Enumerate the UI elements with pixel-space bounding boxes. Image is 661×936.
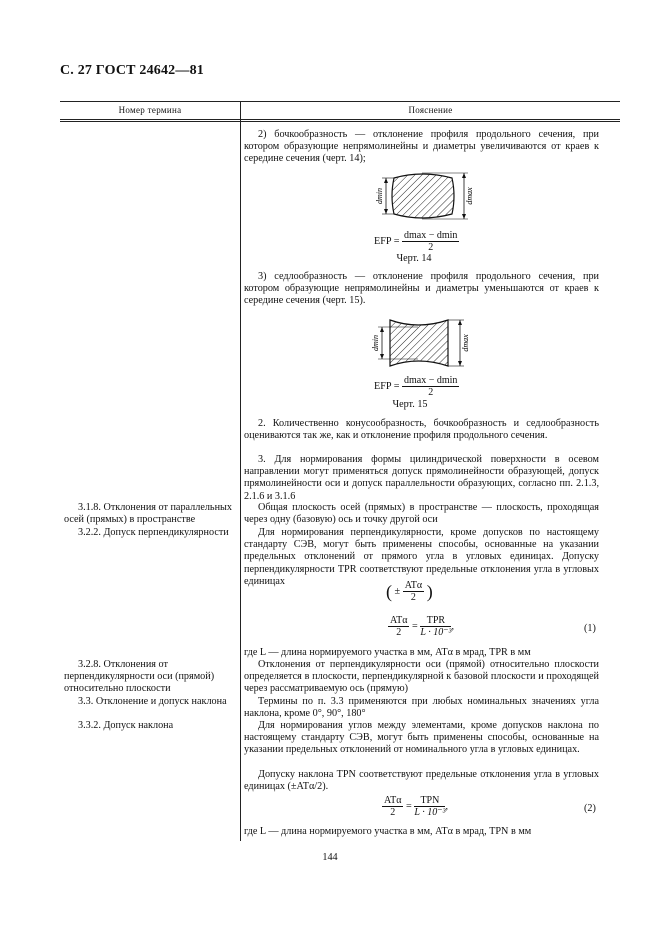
formula-2-tail: , [445, 800, 449, 812]
formula-2-right-den: L · 10⁻³ [414, 807, 446, 818]
formula-1-left-den: 2 [396, 627, 402, 638]
formula-1 [388, 615, 454, 638]
term-3-3: 3.3. Отклонение и допуск наклона [78, 696, 227, 707]
formula-2 [382, 795, 448, 818]
svg-text:dmax: dmax [461, 334, 470, 352]
paren-numerator: ATα [404, 580, 423, 591]
formula-2-left-fraction [382, 795, 403, 818]
column-head-explanation: Пояснение [408, 105, 453, 115]
formula-14-denominator: 2 [428, 242, 434, 253]
formula-2-left-num: ATα [384, 795, 402, 806]
table-column-separator [240, 101, 241, 841]
figure-14-barrel-diagram [372, 168, 476, 224]
paragraph-common-plane: Общая плоскость осей (прямых) в пространстве — плоскость, проходящая через одну (базовую) ось и точку другой оси [244, 502, 599, 526]
where-2: где L — длина нормируемого участка в мм, ATα в мрад, TPN в мм [244, 826, 532, 837]
note-3: 3. Для нормирования формы цилиндрической поверхности в осевом направлении могут применяться допуск прямолинейности образующей, допуск прямолинейности оси и допуск параллельности образующих, согласно пп. 2.1.3, 2.1.6 и 3.1.6 [244, 454, 599, 502]
table-header-rule-2 [60, 121, 620, 122]
paren-expression: ( ± $\frac{\text{ATα}}{2}$ ) [386, 580, 433, 603]
term-3-2-2: 3.2.2. Допуск перпендикулярности [78, 527, 229, 538]
formula-2-eq: = [406, 800, 412, 812]
paragraph-inclination-norm: Для нормирования углов между элементами, кроме допусков наклона по настоящему стандарту СЭВ, могут быть применены способы, основанные на указании предельных отклонений от номинального угла в угловых единицах. [244, 720, 599, 756]
formula-1-left-fraction [388, 615, 409, 638]
paren-sign: ± [394, 585, 401, 597]
formula-2-right-fraction [414, 795, 445, 818]
paragraph-tpn: Допуску наклона TPN соответствуют предельные отклонения угла в угловых единицах (±ATα/2). [244, 769, 599, 793]
term-3-1-8: 3.1.8. Отклонения от параллельных осей (прямых) в пространстве [64, 502, 232, 526]
paragraph-saddle: 3) седлообразность — отклонение профиля продольного сечения, при котором образующие непрямолинейны и диаметры уменьшаются от краев к середине сечения (черт. 15). [244, 271, 599, 307]
formula-2-number: (2) [584, 803, 596, 814]
svg-text:dmin: dmin [375, 188, 384, 204]
formula-14-fraction [402, 230, 459, 253]
page-number: 144 [322, 852, 338, 863]
figure-15-saddle-diagram [368, 314, 472, 372]
formula-2-right-num: TPN [414, 795, 445, 807]
paragraph-perpendicularity-norm: Для нормирования перпендикулярности, кроме допусков по настоящему стандарту СЭВ, могут быть применены способы, основанные на указании предельных отклонений от прямого угла в угловых единицах. Допуску перпендикулярности TPR соответствуют предельные отклонения угла в угловых единицах [244, 527, 599, 587]
paren-denominator: 2 [410, 592, 416, 603]
formula-1-right-num: TPR [420, 615, 451, 627]
note-2: 2. Количественно конусообразность, бочкообразность и седлообразность оцениваются так же, как и отклонение профиля продольного сечения. [244, 418, 599, 442]
formula-15-fraction [402, 375, 459, 398]
figure-14-caption: Черт. 14 [396, 253, 432, 264]
term-3-2-8: 3.2.8. Отклонения от перпендикулярности оси (прямой) относительно плоскости [64, 659, 215, 695]
term-3-3-2: 3.3.2. Допуск наклона [78, 720, 174, 731]
table-header-rule [60, 119, 620, 120]
table-top-rule [60, 101, 620, 102]
formula-1-right-fraction [420, 615, 451, 638]
formula-14-numerator: dmax − dmin [404, 230, 458, 241]
formula-1-number: (1) [584, 623, 596, 634]
svg-text:dmin: dmin [371, 335, 380, 351]
formula-1-right-den: L · 10⁻³ [420, 627, 452, 638]
formula-14-lhs: EFP = [374, 235, 400, 247]
where-1: где L — длина нормируемого участка в мм, ATα в мрад, TPR в мм [244, 647, 531, 658]
paren-fraction [403, 580, 424, 603]
formula-1-tail: , [451, 620, 455, 632]
formula-15-lhs: EFP = [374, 380, 400, 392]
formula-14 [374, 230, 459, 253]
figure-15-caption: Черт. 15 [392, 399, 428, 410]
column-head-term-number: Номер термина [118, 105, 182, 115]
formula-2-left-den: 2 [390, 807, 396, 818]
formula-1-left-num: ATα [390, 615, 408, 626]
paragraph-terms-33: Термины по п. 3.3 применяются при любых номинальных значениях угла наклона, кроме 0°, 90°, 180° [244, 696, 599, 720]
paragraph-perp-plane: Отклонения от перпендикулярности оси (прямой) относительно плоскости определяется в плоскости, перпендикулярной к базовой плоскости и проходящей через рассматриваемую ось (прямую) [244, 659, 599, 695]
formula-15-numerator: dmax − dmin [404, 375, 458, 386]
svg-text:dmax: dmax [465, 187, 474, 205]
page-header-title: С. 27 ГОСТ 24642—81 [60, 63, 204, 78]
formula-1-eq: = [412, 620, 418, 632]
paragraph-barrel: 2) бочкообразность — отклонение профиля продольного сечения, при котором образующие непрямолинейны и диаметры увеличиваются от краев к середине сечения (черт. 14); [244, 129, 599, 165]
formula-15-denominator: 2 [428, 387, 434, 398]
formula-15 [374, 375, 459, 398]
